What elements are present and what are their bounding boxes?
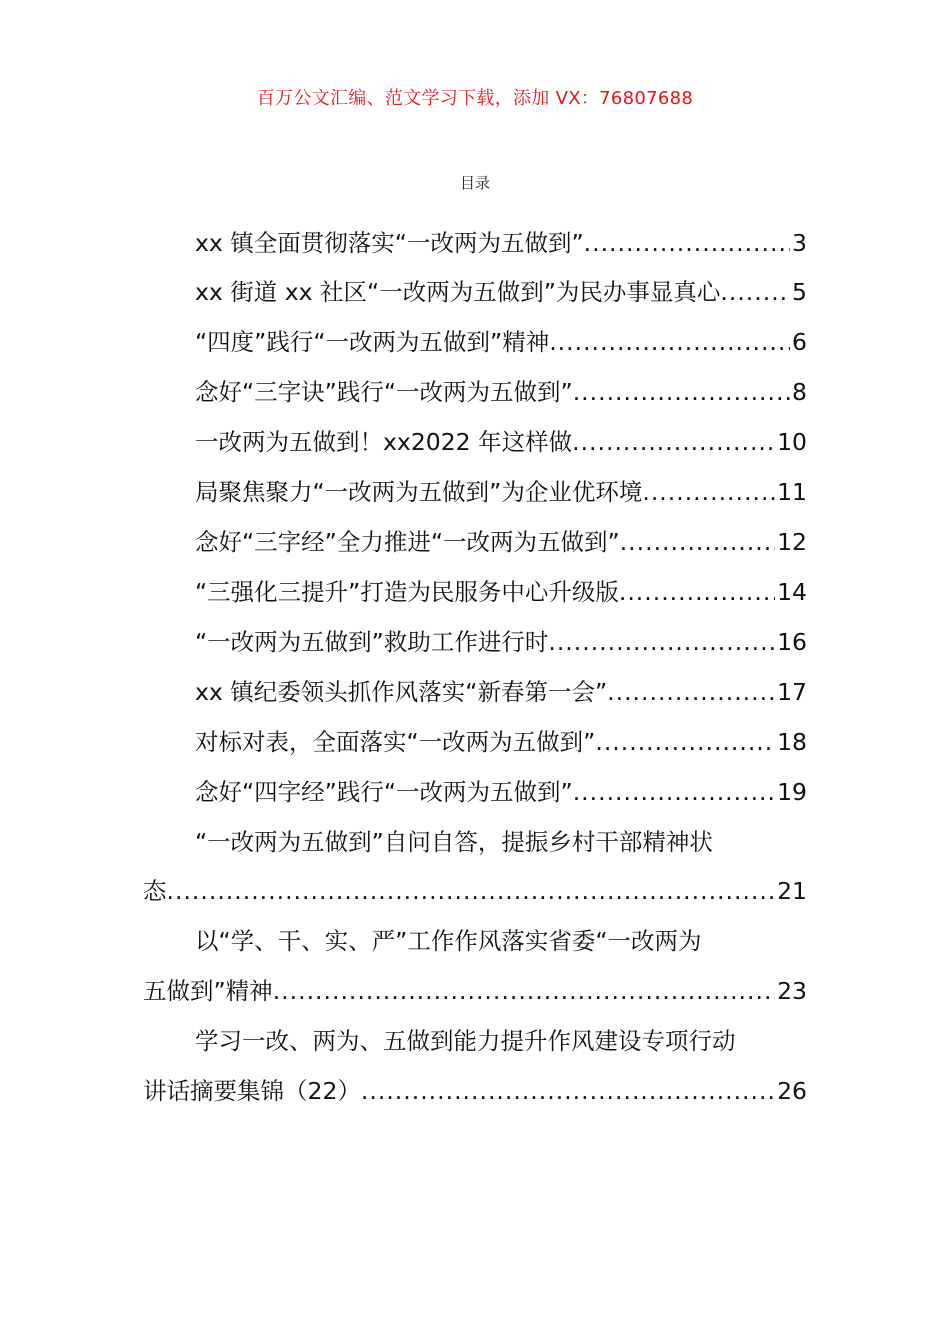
toc-leader	[607, 674, 775, 710]
toc-entry-line-2[interactable]	[143, 873, 807, 909]
toc-entry-title: 以“学、干、实、严”工作作风落实省委“一改两为	[195, 927, 702, 955]
toc-entry-page: 23	[777, 977, 807, 1005]
toc-entry-title: 对标对表，全面落实“一改两为五做到”	[195, 728, 596, 756]
toc-entry-page: 12	[777, 528, 807, 556]
toc-entry[interactable]	[195, 274, 807, 310]
toc-leader	[273, 973, 775, 1009]
toc-entry-title: xx 镇纪委领头抓作风落实“新春第一会”	[195, 678, 608, 706]
toc-entry-title: 一改两为五做到！xx2022 年这样做	[195, 428, 573, 456]
toc-entry-title: “一改两为五做到”救助工作进行时	[195, 628, 549, 656]
toc-entry[interactable]	[195, 524, 807, 560]
toc-entry-line-1[interactable]	[195, 923, 807, 959]
toc-leader	[619, 574, 775, 610]
toc-entry-page: 8	[792, 378, 807, 406]
toc-entry-page: 6	[792, 328, 807, 356]
toc-entry-title: xx 镇全面贯彻落实“一改两为五做到”	[195, 229, 584, 257]
toc-leader	[549, 324, 790, 360]
toc-entry-page: 17	[777, 678, 807, 706]
toc-entry-page: 26	[777, 1077, 807, 1105]
toc-entry-page: 18	[777, 728, 807, 756]
toc-entry-line-1[interactable]	[195, 824, 807, 860]
toc-leader	[573, 774, 775, 810]
toc-entry-title: 态	[143, 877, 167, 905]
toc-leader	[167, 873, 776, 909]
toc-entry[interactable]	[195, 474, 807, 510]
toc-entry-line-1[interactable]	[195, 1023, 807, 1059]
toc-entry-title: 学习一改、两为、五做到能力提升作风建设专项行动	[195, 1027, 736, 1055]
toc-entry-title: 念好“三字经”全力推进“一改两为五做到”	[195, 528, 620, 556]
toc-entry-page: 21	[777, 877, 807, 905]
toc-leader	[584, 225, 790, 261]
toc-entry-page: 19	[777, 778, 807, 806]
toc-entry[interactable]	[195, 225, 807, 261]
toc-entry-title: “一改两为五做到”自问自答，提振乡村干部精神状	[195, 828, 713, 856]
toc-entry-page: 10	[777, 428, 807, 456]
toc-entry[interactable]	[195, 774, 807, 810]
toc-entry-title: xx 街道 xx 社区“一改两为五做到”为民办事显真心	[195, 278, 721, 306]
toc-leader	[642, 474, 775, 510]
toc-entry-line-2[interactable]	[143, 1073, 807, 1109]
toc-entry-title: 局聚焦聚力“一改两为五做到”为企业优环境	[195, 478, 643, 506]
toc-entry-line-2[interactable]	[143, 973, 807, 1009]
toc-entry-page: 3	[792, 229, 807, 257]
toc-leader	[620, 524, 775, 560]
toc-leader	[548, 624, 775, 660]
toc-entry-title: 念好“三字诀”践行“一改两为五做到”	[195, 378, 573, 406]
toc-leader	[595, 724, 775, 760]
toc-entry[interactable]	[195, 324, 807, 360]
toc-entry[interactable]	[195, 674, 807, 710]
toc-entry-page: 14	[777, 578, 807, 606]
toc-entry-title: 讲话摘要集锦（22）	[143, 1077, 361, 1105]
toc-entry-page: 16	[777, 628, 807, 656]
toc-entry[interactable]	[195, 374, 807, 410]
toc-leader	[361, 1073, 775, 1109]
toc-entry-title: 五做到”精神	[143, 977, 273, 1005]
toc-entry[interactable]	[195, 424, 807, 460]
toc-leader	[720, 274, 790, 310]
toc-entry-page: 5	[792, 278, 807, 306]
toc-entry-title: “三强化三提升”打造为民服务中心升级版	[195, 578, 619, 606]
toc-leader	[572, 424, 775, 460]
header-banner: 百万公文汇编、范文学习下载，添加 VX：76807688	[256, 88, 694, 109]
toc-entry[interactable]	[195, 574, 807, 610]
toc-entry-title: 念好“四字经”践行“一改两为五做到”	[195, 778, 573, 806]
toc-heading: 目录	[459, 174, 490, 192]
toc-entry-title: “四度”践行“一改两为五做到”精神	[195, 328, 550, 356]
toc-entry[interactable]	[195, 624, 807, 660]
toc-leader	[573, 374, 790, 410]
toc-entry[interactable]	[195, 724, 807, 760]
toc-entry-page: 11	[777, 478, 807, 506]
